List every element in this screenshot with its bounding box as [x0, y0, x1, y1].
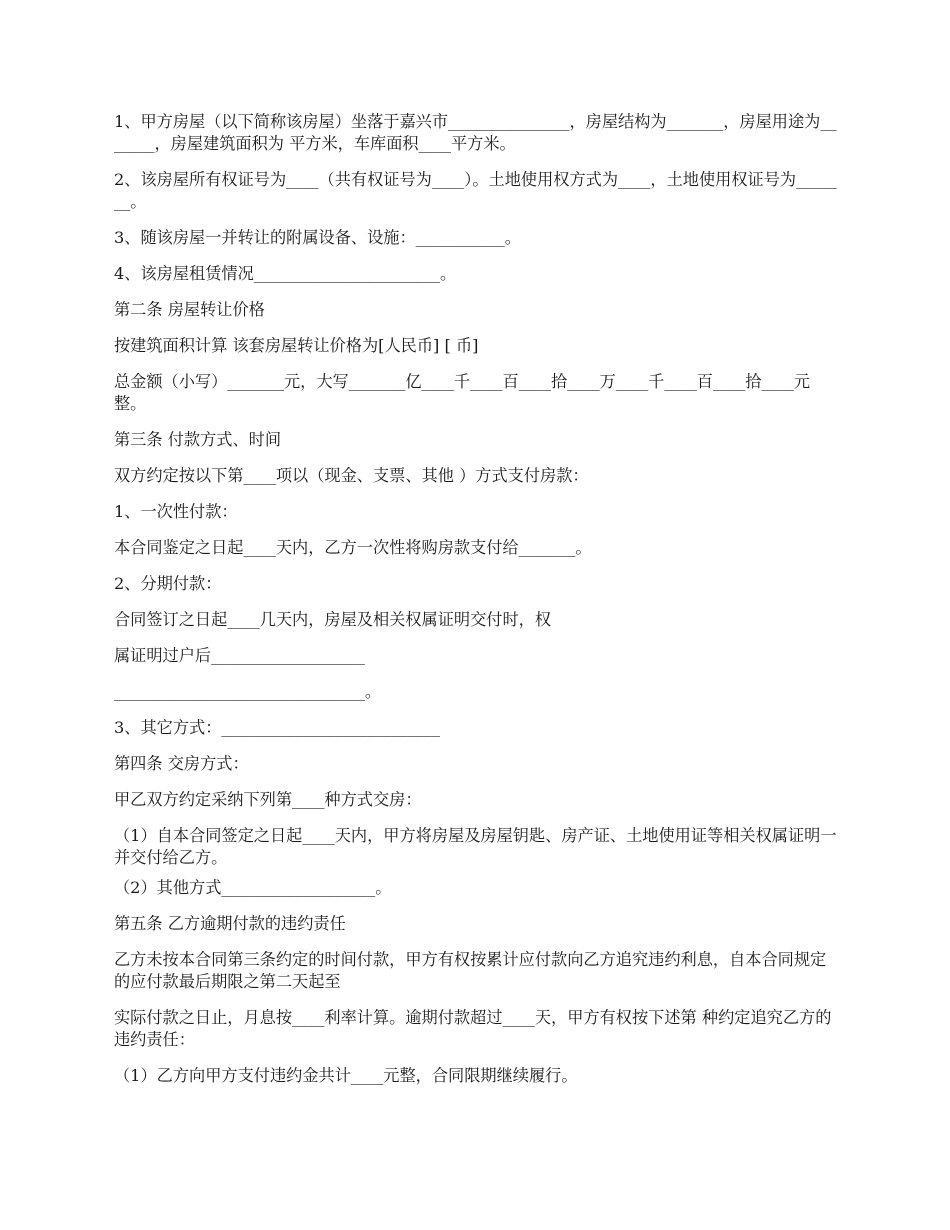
payment-installment-line-3: _______________________________。 [114, 682, 382, 701]
clause-3-facilities: 3、随该房屋一并转让的附属设备、设施：___________。 [114, 228, 521, 247]
handover-method: 甲乙双方约定采纳下列第____种方式交房： [114, 790, 422, 809]
section-heading-payment: 第三条 付款方式、时间 [114, 430, 282, 449]
payment-installment-line-1: 合同签订之日起____几天内，房屋及相关权属证明交付时，权 [114, 610, 552, 629]
late-payment-option-1: （1）乙方向甲方支付违约金共计____元整，合同限期继续履行。 [114, 1066, 578, 1085]
total-amount: 总金额（小写）_______元，大写_______亿____千____百____拾____万____千____百____拾____元整。 [114, 372, 811, 413]
section-heading-late-payment: 第五条 乙方逾期付款的违约责任 [114, 914, 346, 933]
clause-4-lease: 4、该房屋租赁情况_______________________。 [114, 264, 457, 283]
payment-installment-line-2: 属证明过户后___________________ [114, 646, 365, 665]
price-basis: 按建筑面积计算 该套房屋转让价格为[人民币] [ 币] [114, 336, 479, 355]
payment-lump-sum-text: 本合同鉴定之日起____天内，乙方一次性将购房款支付给_______。 [114, 538, 592, 557]
clause-2-certificate: 2、该房屋所有权证号为____（共有权证号为____）。土地使用权方式为____，土地使用权证号为_______。 [114, 170, 837, 211]
payment-installment-heading: 2、分期付款： [114, 574, 222, 593]
payment-other: 3、其它方式：___________________________ [114, 718, 440, 737]
payment-lump-sum-heading: 1、一次性付款： [114, 502, 238, 521]
section-heading-price: 第二条 房屋转让价格 [114, 300, 265, 319]
handover-option-2: （2）其他方式___________________。 [114, 878, 392, 897]
clause-1-location: 1、甲方房屋（以下简称该房屋）坐落于嘉兴市_______________，房屋结构为_______，房屋用途为_______，房屋建筑面积为 平方米，车库面积____平方米。 [114, 112, 837, 153]
payment-method: 双方约定按以下第____项以（现金、支票、其他 ）方式支付房款： [114, 466, 589, 485]
late-payment-text-2: 实际付款之日止，月息按____利率计算。逾期付款超过____天，甲方有权按下述第 种约定追究乙方的违约责任： [114, 1008, 832, 1049]
handover-option-1: （1）自本合同签定之日起____天内，甲方将房屋及房屋钥匙、房产证、土地使用证等相关权属证明一并交付给乙方。 [114, 826, 837, 867]
late-payment-text-1: 乙方未按本合同第三条约定的时间付款，甲方有权按累计应付款向乙方追究违约利息，自本合同规定的应付款最后期限之第二天起至 [114, 950, 827, 991]
section-heading-handover: 第四条 交房方式： [114, 754, 249, 773]
